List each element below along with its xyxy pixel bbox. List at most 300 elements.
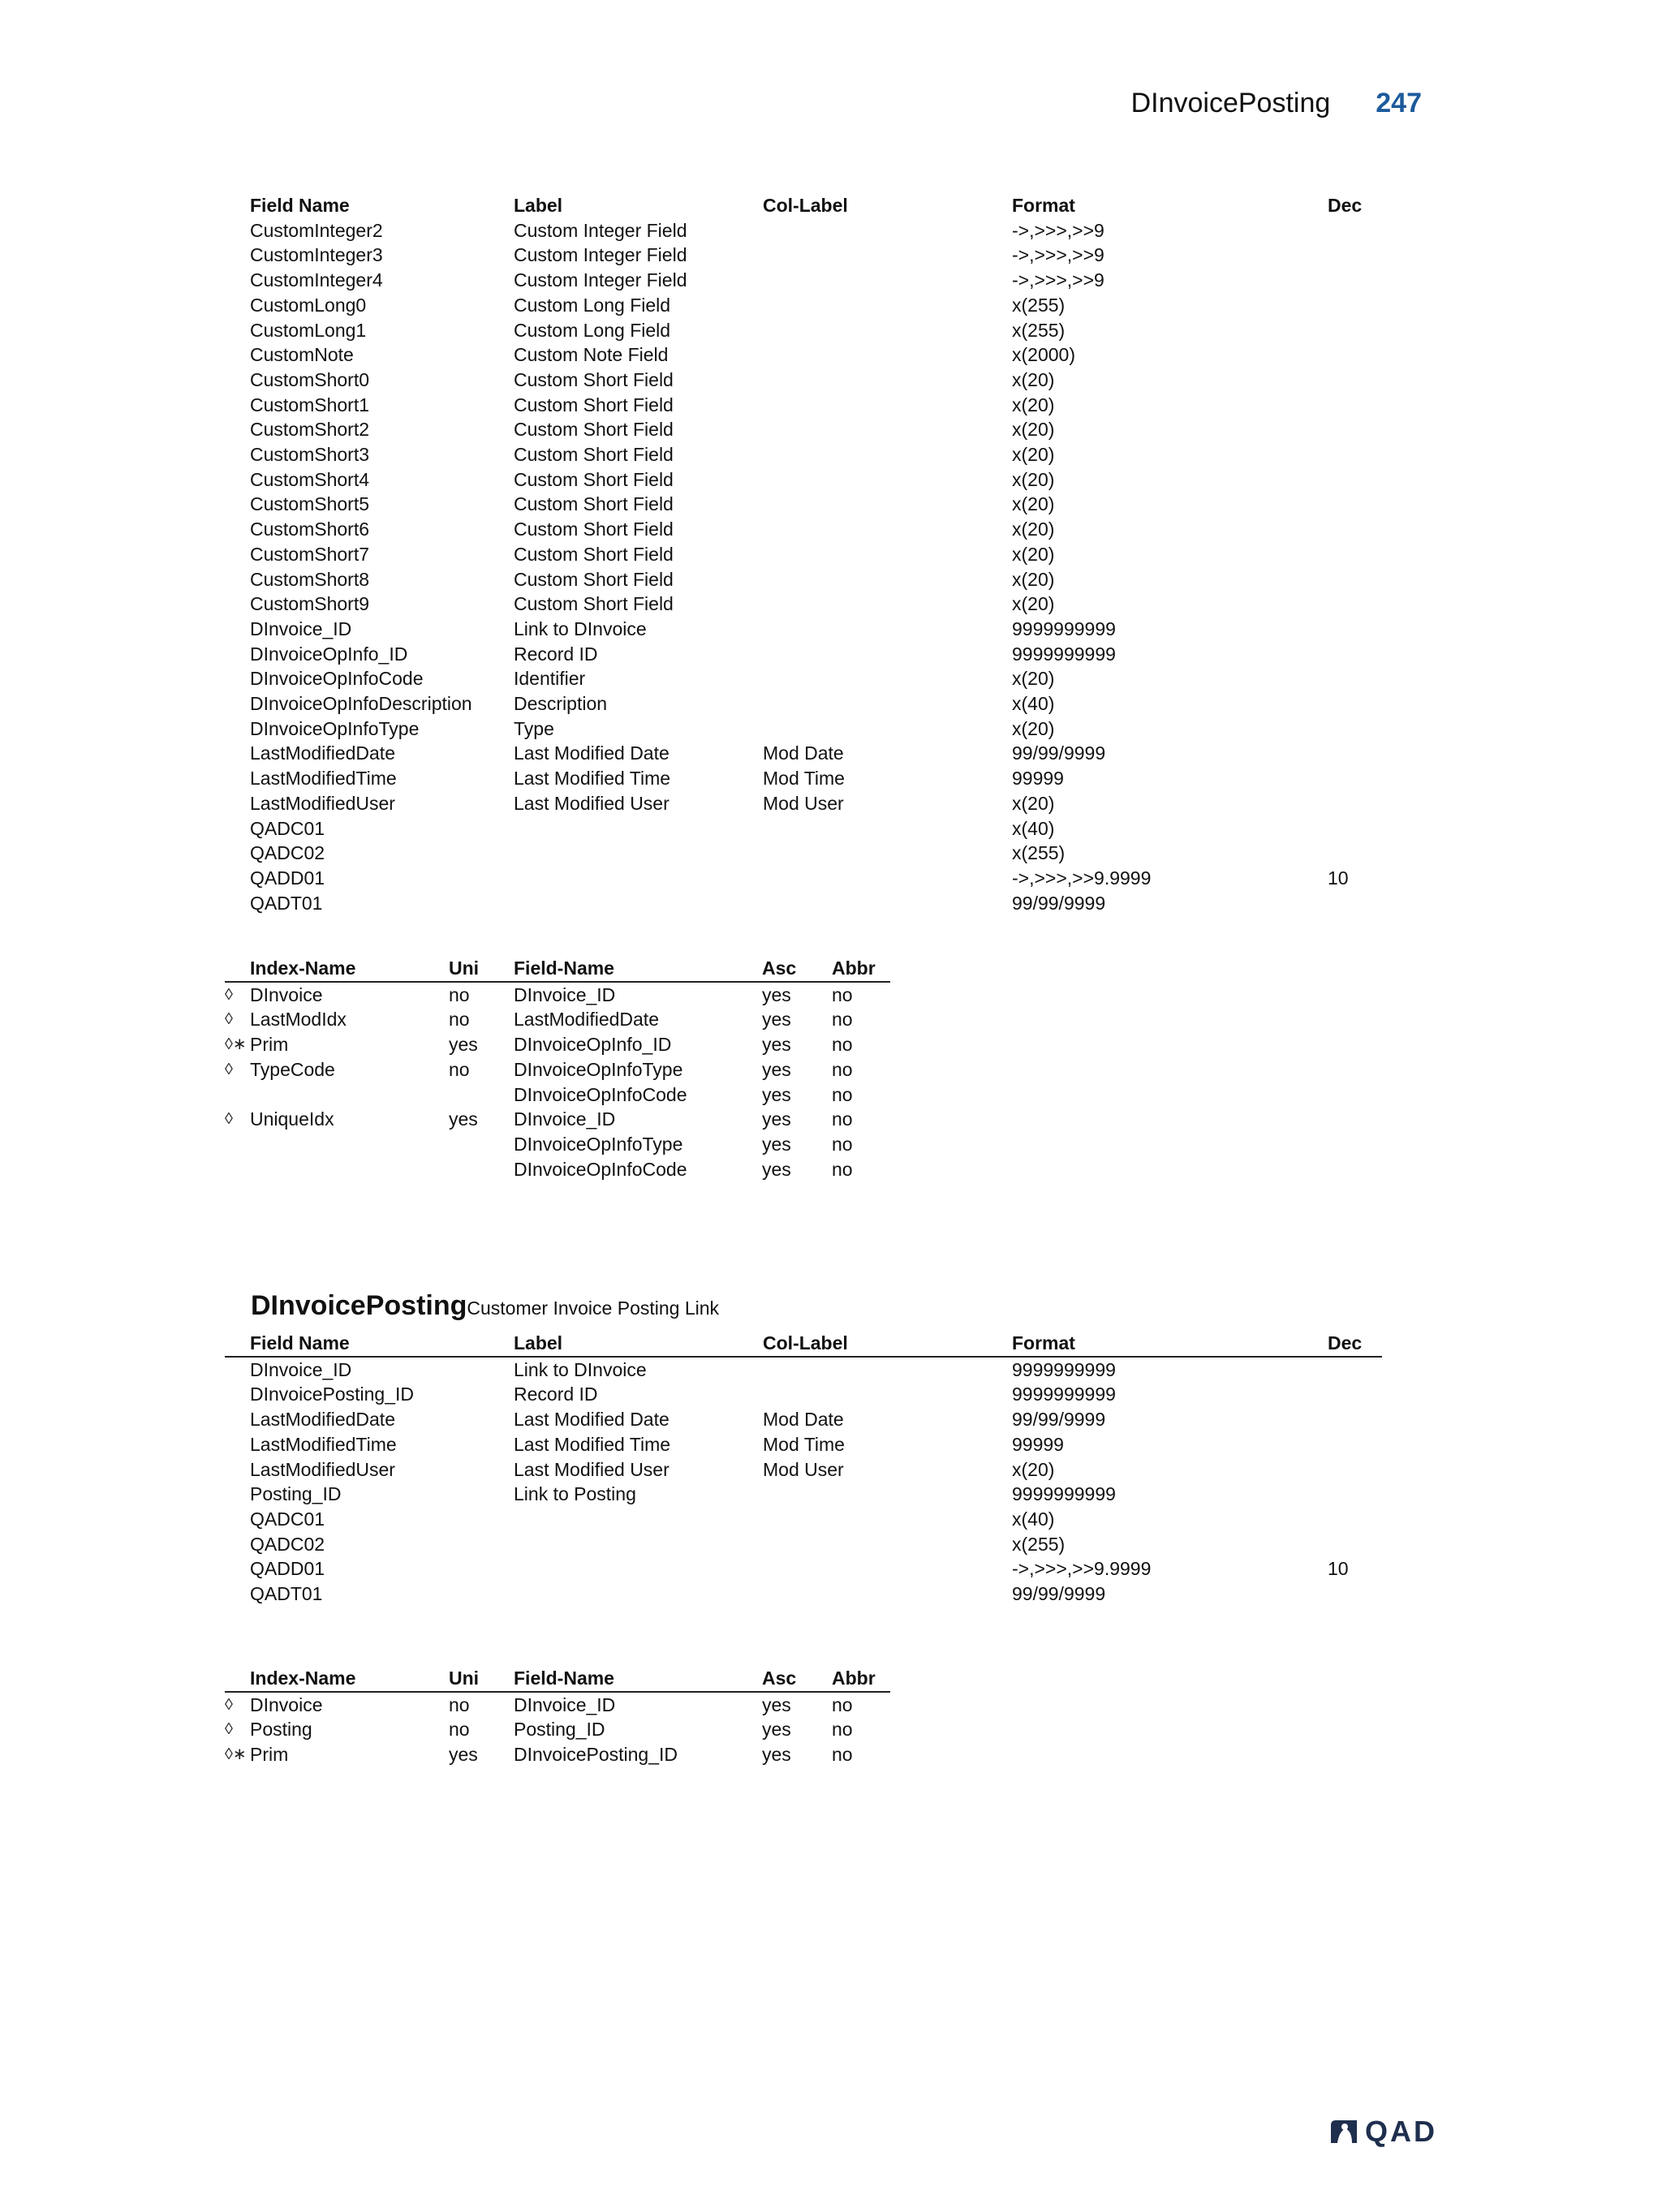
row-marker-cell <box>225 318 250 343</box>
table-cell <box>763 691 1012 717</box>
table-cell: Last Modified Date <box>514 742 670 764</box>
index-marker: ◊∗ <box>225 1745 247 1764</box>
row-marker-cell <box>225 1556 250 1582</box>
table-cell <box>1328 1432 1382 1457</box>
table-cell <box>1328 891 1382 916</box>
field-table-dinvoiceposting <box>225 1331 1382 1607</box>
table-cell <box>763 592 1012 617</box>
table-row <box>225 1692 890 1718</box>
table-row <box>225 1457 1382 1483</box>
column-header: Abbr <box>832 1666 890 1692</box>
table-cell <box>1328 467 1382 493</box>
column-header: Asc <box>762 956 832 982</box>
table-cell: LastModifiedTime <box>250 768 397 790</box>
table-cell: x(20) <box>1012 394 1055 415</box>
table-cell <box>1328 691 1382 717</box>
table-cell: DInvoiceOpInfoCode <box>514 1158 687 1180</box>
table-row <box>225 592 1382 617</box>
table-cell: LastModifiedUser <box>250 792 395 814</box>
table-cell <box>1328 1407 1382 1432</box>
table-cell: no <box>832 1693 853 1715</box>
table-cell: x(20) <box>1012 792 1055 814</box>
column-header: Label <box>514 195 563 216</box>
table-row <box>225 642 1382 667</box>
table-cell: x(20) <box>1012 668 1055 690</box>
table-cell: Prim <box>250 1034 289 1056</box>
table-cell: QADT01 <box>250 892 323 914</box>
table-cell: 99/99/9999 <box>1012 1409 1106 1431</box>
table-cell <box>1328 243 1382 268</box>
table-row <box>225 766 1382 791</box>
table-cell: DInvoice_ID <box>250 618 352 639</box>
table-row <box>225 866 1382 891</box>
table-cell <box>1328 218 1382 243</box>
table-header-row <box>225 193 1382 218</box>
table-cell: QADC02 <box>250 842 325 864</box>
table-cell: x(255) <box>1012 842 1066 864</box>
table-cell <box>763 218 1012 243</box>
index-marker <box>225 1132 250 1157</box>
table-cell <box>514 1507 763 1532</box>
row-marker-cell <box>225 816 250 841</box>
table-cell <box>1328 1582 1382 1607</box>
column-header: Index-Name <box>250 1666 449 1692</box>
table-cell <box>1328 342 1382 368</box>
column-header: Field Name <box>250 1331 514 1357</box>
table-cell: Custom Short Field <box>514 543 674 565</box>
table-cell <box>763 666 1012 691</box>
column-header: Field Name <box>250 195 350 216</box>
index-marker: ◊ <box>225 1720 233 1739</box>
table-cell: CustomInteger4 <box>250 269 383 291</box>
table-row <box>225 368 1382 393</box>
table-row <box>225 982 890 1008</box>
table-cell: QADD01 <box>250 1558 325 1580</box>
table-cell <box>763 268 1012 293</box>
row-marker-cell <box>225 866 250 891</box>
column-header: Field-Name <box>514 1666 762 1692</box>
row-marker-cell <box>225 442 250 467</box>
table-cell: no <box>832 1034 853 1056</box>
table-header-row <box>225 1666 890 1692</box>
table-name: DInvoicePosting <box>251 1290 467 1321</box>
table-cell <box>763 1582 1012 1607</box>
table-cell <box>1328 717 1382 742</box>
row-marker-cell <box>225 617 250 642</box>
table-cell: Custom Short Field <box>514 468 674 490</box>
table-row <box>225 1032 890 1057</box>
table-cell: 9999999999 <box>1012 1483 1116 1505</box>
table-row <box>225 1057 890 1082</box>
table-cell: x(20) <box>1012 1458 1055 1480</box>
page-number: 247 <box>1376 88 1422 118</box>
index-table-dinvoiceopinfo <box>225 956 890 1181</box>
table-row <box>225 1107 890 1132</box>
table-cell: Custom Integer Field <box>514 269 687 291</box>
table-row <box>225 1432 1382 1457</box>
table-cell <box>514 841 763 866</box>
table-row <box>225 342 1382 368</box>
table-cell: Last Modified Time <box>514 1433 671 1455</box>
table-cell: LastModifiedTime <box>250 1433 397 1455</box>
column-header: Abbr <box>832 956 890 982</box>
table-cell: 9999999999 <box>1012 1384 1116 1405</box>
table-cell: x(20) <box>1012 568 1055 590</box>
table-cell: Mod Time <box>763 768 845 790</box>
table-cell: CustomShort6 <box>250 519 370 540</box>
table-cell: TypeCode <box>250 1058 335 1080</box>
table-cell: CustomShort8 <box>250 568 370 590</box>
table-cell <box>1328 517 1382 542</box>
column-header: Uni <box>449 956 514 982</box>
table-cell <box>763 293 1012 318</box>
column-header: Format <box>1012 195 1075 216</box>
table-cell: CustomShort0 <box>250 368 370 390</box>
table-cell: Identifier <box>514 668 586 690</box>
table-row <box>225 1082 890 1108</box>
column-header: Uni <box>449 1666 514 1692</box>
table-cell: 9999999999 <box>1012 618 1116 639</box>
table-cell <box>1328 617 1382 642</box>
row-marker-cell <box>225 567 250 592</box>
row-marker-cell <box>225 517 250 542</box>
index-marker: ◊ <box>225 1695 233 1714</box>
table-cell: no <box>832 1133 853 1155</box>
column-header: Dec <box>1328 195 1363 216</box>
table-cell <box>763 1357 1012 1383</box>
table-cell: Custom Long Field <box>514 294 671 316</box>
row-marker-cell <box>225 1582 250 1607</box>
table-cell: 9999999999 <box>1012 1358 1116 1380</box>
table-cell <box>1328 542 1382 567</box>
table-cell: DInvoicePosting_ID <box>250 1384 414 1405</box>
table-row <box>225 517 1382 542</box>
table-cell: DInvoice_ID <box>514 1108 616 1130</box>
table-cell: yes <box>762 1058 791 1080</box>
row-marker-cell <box>225 717 250 742</box>
table-cell <box>250 1157 449 1182</box>
table-cell <box>763 866 1012 891</box>
table-cell <box>1328 666 1382 691</box>
table-cell: yes <box>449 1034 478 1056</box>
table-header-row <box>225 956 890 982</box>
table-cell: Posting_ID <box>514 1719 605 1741</box>
table-cell: Posting_ID <box>250 1483 342 1505</box>
table-cell: ->,>>>,>>9 <box>1012 219 1104 241</box>
table-cell: Custom Short Field <box>514 419 674 441</box>
table-cell: Custom Integer Field <box>514 244 687 266</box>
table-cell <box>1328 592 1382 617</box>
table-cell: DInvoicePosting_ID <box>514 1744 678 1766</box>
table-cell: Mod Date <box>763 1409 844 1431</box>
row-marker-cell <box>225 342 250 368</box>
row-marker-cell <box>225 1532 250 1557</box>
table-cell: CustomShort7 <box>250 543 370 565</box>
table-cell <box>763 1507 1012 1532</box>
table-cell: DInvoiceOpInfoType <box>514 1133 683 1155</box>
table-cell: Posting <box>250 1719 312 1741</box>
table-row <box>225 1556 1382 1582</box>
table-cell <box>1328 1357 1382 1383</box>
table-cell <box>763 816 1012 841</box>
table-cell: x(40) <box>1012 817 1055 839</box>
table-cell: Link to DInvoice <box>514 618 647 639</box>
section-title <box>251 1290 719 1322</box>
table-cell: CustomLong1 <box>250 319 367 341</box>
table-cell: 10 <box>1328 1558 1349 1580</box>
table-cell <box>449 1132 514 1157</box>
row-marker-cell <box>225 243 250 268</box>
table-cell: no <box>449 1058 470 1080</box>
row-marker-cell <box>225 1432 250 1457</box>
table-cell: DInvoice <box>250 1693 323 1715</box>
table-cell: no <box>832 1083 853 1105</box>
table-cell: x(20) <box>1012 468 1055 490</box>
qad-logo-icon <box>1328 2117 1360 2146</box>
table-row <box>225 1357 1382 1383</box>
table-cell: no <box>449 1009 470 1031</box>
table-cell: 99999 <box>1012 1433 1064 1455</box>
table-row <box>225 1407 1382 1432</box>
table-cell: DInvoiceOpInfo_ID <box>250 643 408 665</box>
table-cell: Mod Date <box>763 742 844 764</box>
table-cell: DInvoiceOpInfoType <box>514 1058 683 1080</box>
column-header: Dec <box>1328 1331 1382 1357</box>
table-cell <box>1328 318 1382 343</box>
row-marker-cell <box>225 666 250 691</box>
table-row <box>225 243 1382 268</box>
table-cell <box>1328 816 1382 841</box>
table-cell: QADD01 <box>250 867 325 889</box>
table-cell: QADC01 <box>250 1508 325 1530</box>
table-cell: x(255) <box>1012 294 1066 316</box>
table-cell: LastModifiedDate <box>514 1009 659 1031</box>
table-cell <box>763 243 1012 268</box>
index-marker <box>225 1157 250 1182</box>
table-cell: QADT01 <box>250 1583 323 1605</box>
table-cell <box>763 342 1012 368</box>
table-cell <box>250 1132 449 1157</box>
table-cell: DInvoice_ID <box>514 983 616 1005</box>
table-cell: 99/99/9999 <box>1012 742 1106 764</box>
row-marker-cell <box>225 1457 250 1483</box>
row-marker-cell <box>225 492 250 517</box>
table-cell <box>1328 293 1382 318</box>
table-cell: x(20) <box>1012 493 1055 515</box>
table-cell <box>763 1382 1012 1407</box>
table-row <box>225 442 1382 467</box>
qad-logo <box>1328 2115 1437 2149</box>
index-table-dinvoiceposting <box>225 1666 890 1767</box>
table-cell <box>514 1532 763 1557</box>
table-cell <box>514 891 763 916</box>
table-cell: DInvoiceOpInfoCode <box>250 668 424 690</box>
table-cell: yes <box>762 1083 791 1105</box>
table-cell <box>763 368 1012 393</box>
table-cell: no <box>832 1158 853 1180</box>
table-cell <box>1328 268 1382 293</box>
table-cell: Custom Short Field <box>514 593 674 615</box>
table-cell <box>1328 417 1382 442</box>
table-cell <box>514 1582 763 1607</box>
index-marker: ◊∗ <box>225 1035 247 1054</box>
table-cell <box>763 1482 1012 1507</box>
table-cell <box>763 891 1012 916</box>
table-cell: ->,>>>,>>9 <box>1012 269 1104 291</box>
table-cell <box>1328 1507 1382 1532</box>
table-cell <box>763 567 1012 592</box>
table-cell <box>763 841 1012 866</box>
table-cell: QADC01 <box>250 817 325 839</box>
table-cell: CustomInteger2 <box>250 219 383 241</box>
table-cell <box>1328 642 1382 667</box>
table-cell: Mod User <box>763 792 844 814</box>
table-cell: ->,>>>,>>9 <box>1012 244 1104 266</box>
table-cell <box>763 393 1012 418</box>
table-row <box>225 791 1382 816</box>
table-row <box>225 318 1382 343</box>
table-row <box>225 293 1382 318</box>
row-marker-cell <box>225 841 250 866</box>
column-header: Col-Label <box>763 1331 1012 1357</box>
row-marker-cell <box>225 1382 250 1407</box>
table-cell: LastModifiedDate <box>250 742 395 764</box>
table-cell: Last Modified Date <box>514 1409 670 1431</box>
table-description: Customer Invoice Posting Link <box>467 1298 720 1319</box>
table-row <box>225 492 1382 517</box>
table-cell: CustomShort1 <box>250 394 370 415</box>
table-row <box>225 1007 890 1032</box>
table-row <box>225 1717 890 1742</box>
header-title: DInvoicePosting <box>1130 88 1331 118</box>
table-cell: yes <box>762 1693 791 1715</box>
table-cell: 99999 <box>1012 768 1064 790</box>
index-marker: ◊ <box>225 1110 233 1129</box>
table-cell: x(2000) <box>1012 344 1075 366</box>
table-cell: no <box>832 1058 853 1080</box>
row-marker-cell <box>225 293 250 318</box>
table-row <box>225 891 1382 916</box>
table-cell <box>763 642 1012 667</box>
table-cell: no <box>832 1009 853 1031</box>
table-cell: no <box>832 1744 853 1766</box>
table-row <box>225 691 1382 717</box>
row-marker-cell <box>225 766 250 791</box>
table-cell: x(20) <box>1012 519 1055 540</box>
table-cell <box>1328 1532 1382 1557</box>
table-cell <box>1328 841 1382 866</box>
table-cell: CustomInteger3 <box>250 244 383 266</box>
table-cell: CustomLong0 <box>250 294 367 316</box>
table-row <box>225 816 1382 841</box>
table-cell: no <box>449 983 470 1005</box>
table-cell: CustomShort5 <box>250 493 370 515</box>
table-cell: CustomShort3 <box>250 444 370 466</box>
table-cell: ->,>>>,>>9.9999 <box>1012 867 1152 889</box>
table-cell: yes <box>762 1133 791 1155</box>
table-cell <box>763 417 1012 442</box>
table-cell: Description <box>514 693 608 715</box>
table-row <box>225 1532 1382 1557</box>
table-cell: yes <box>449 1744 478 1766</box>
table-cell: DInvoiceOpInfoType <box>250 717 420 739</box>
table-cell: Link to Posting <box>514 1483 636 1505</box>
table-cell: x(40) <box>1012 693 1055 715</box>
row-marker-cell <box>225 393 250 418</box>
table-cell <box>763 442 1012 467</box>
table-row <box>225 567 1382 592</box>
table-cell: Link to DInvoice <box>514 1358 647 1380</box>
table-row <box>225 467 1382 493</box>
table-cell: Custom Short Field <box>514 519 674 540</box>
table-row <box>225 393 1382 418</box>
table-cell: Last Modified User <box>514 792 670 814</box>
table-cell: no <box>832 1719 853 1741</box>
table-cell: LastModifiedDate <box>250 1409 395 1431</box>
table-cell <box>763 542 1012 567</box>
row-marker-cell <box>225 891 250 916</box>
table-cell <box>763 467 1012 493</box>
table-row <box>225 841 1382 866</box>
table-cell <box>1328 791 1382 816</box>
table-cell: Record ID <box>514 643 598 665</box>
table-cell: DInvoiceOpInfoDescription <box>250 693 472 715</box>
table-cell: 99/99/9999 <box>1012 892 1106 914</box>
table-cell: yes <box>762 1744 791 1766</box>
column-header: Asc <box>762 1666 832 1692</box>
row-marker-cell <box>225 1507 250 1532</box>
table-cell <box>514 866 763 891</box>
field-table-dinvoiceopinfo <box>225 193 1382 915</box>
table-cell: yes <box>762 1108 791 1130</box>
table-cell <box>1328 741 1382 766</box>
table-cell <box>763 1556 1012 1582</box>
table-cell: Custom Integer Field <box>514 219 687 241</box>
table-cell: yes <box>449 1108 478 1130</box>
table-cell: CustomNote <box>250 344 354 366</box>
table-cell <box>250 1082 449 1108</box>
table-cell: Custom Short Field <box>514 568 674 590</box>
table-cell: LastModifiedUser <box>250 1458 395 1480</box>
row-marker-cell <box>225 467 250 493</box>
column-header: Index-Name <box>250 956 449 982</box>
logo-text: QAD <box>1365 2115 1437 2148</box>
table-cell: yes <box>762 1719 791 1741</box>
table-row <box>225 1157 890 1182</box>
table-cell: Mod User <box>763 1458 844 1480</box>
table-cell: Custom Short Field <box>514 394 674 415</box>
table-row <box>225 268 1382 293</box>
row-marker-cell <box>225 417 250 442</box>
table-cell: no <box>832 1108 853 1130</box>
table-cell: Record ID <box>514 1384 598 1405</box>
column-header: Format <box>1012 1331 1328 1357</box>
table-row <box>225 1582 1382 1607</box>
table-row <box>225 617 1382 642</box>
table-header-row <box>225 1331 1382 1357</box>
table-row <box>225 1507 1382 1532</box>
index-marker <box>225 1082 250 1108</box>
table-cell: ->,>>>,>>9.9999 <box>1012 1558 1152 1580</box>
page-header <box>1131 88 1422 119</box>
row-marker-cell <box>225 741 250 766</box>
table-cell: DInvoiceOpInfoCode <box>514 1083 687 1105</box>
table-row <box>225 717 1382 742</box>
column-header: Col-Label <box>763 195 848 216</box>
table-row <box>225 1382 1382 1407</box>
table-cell: 10 <box>1328 867 1349 889</box>
table-cell: Mod Time <box>763 1433 845 1455</box>
